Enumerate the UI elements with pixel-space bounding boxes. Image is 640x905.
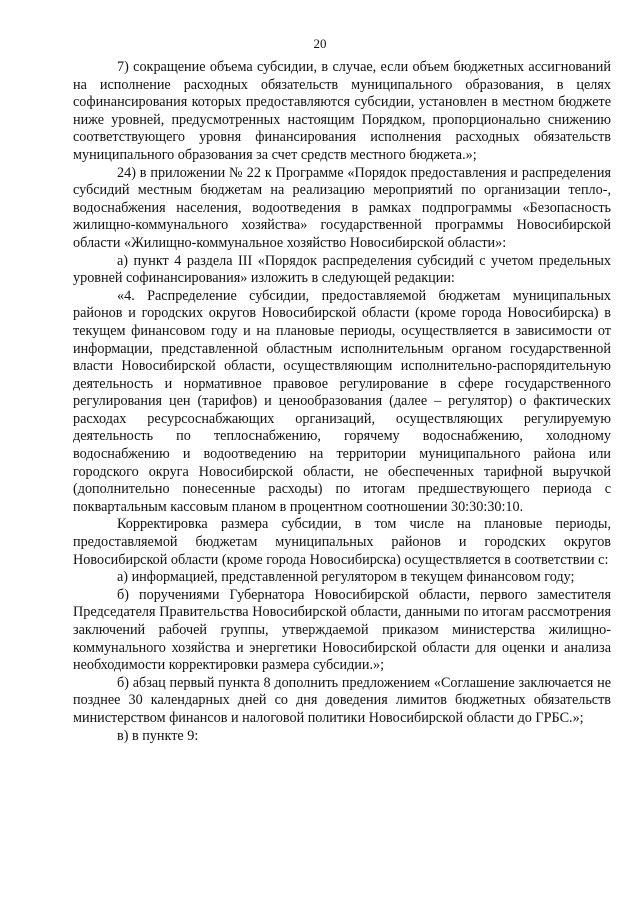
paragraph-list-b: б) поручениями Губернатора Новосибирской области, первого заместителя Председателя Правительства Новосибирской области, данными по итогам рассмотрения заключений рабочей группы, утверждаемой приказом министерства жилищно-коммунального хозяйства и энергетики Новосибирской области для оценки и анализа необходимости корректировки размера субсидии.»;: [73, 586, 611, 674]
paragraph-subitem-b: б) абзац первый пункта 8 дополнить предложением «Соглашение заключается не позднее 30 календарных дней со дня доведения лимитов бюджетных обязательств министерством финансов и налоговой политики Новосибирской области до ГРБС.»;: [73, 674, 611, 726]
paragraph-item-24: 24) в приложении № 22 к Программе «Порядок предоставления и распределения субсидий местным бюджетам на реализацию мероприятий по организации тепло-, водоснабжения населения, водоотведения в рамках подпрограммы «Безопасность жилищно-коммунального хозяйства» государственной программы Новосибирской области «Жилищно-коммунальное хозяйство Новосибирской области»:: [73, 164, 611, 251]
paragraph-list-a: а) информацией, представленной регулятором в текущем финансовом году;: [117, 569, 575, 586]
paragraph-subitem-v: в) в пункте 9:: [117, 727, 199, 744]
paragraph-item-7: 7) сокращение объема субсидии, в случае, если объем бюджетных ассигнований на исполнение расходных обязательств муниципального образования, в целях софинансирования которых предоставляются субсидии, установлен в местном бюджете ниже уровней, предусмотренных настоящим Порядком, пропорционально снижению соответствующего уровня финансирования исполнения расходных обязательств муниципального образования за счет средств местного бюджета.»;: [73, 59, 611, 163]
paragraph-subitem-a: а) пункт 4 раздела III «Порядок распределения субсидий с учетом предельных уровней софинансирования» изложить в следующей редакции:: [73, 252, 611, 287]
page-number: 20: [313, 36, 327, 51]
paragraph-subsidy-adjustment: Корректировка размера субсидии, в том числе на плановые периоды, предоставляемой бюджетам муниципальных районов и городских округов Новосибирской области (кроме города Новосибирска) осуществляется в соответствии с:: [73, 516, 611, 568]
document-body: [73, 59, 611, 745]
paragraph-point-4: «4. Распределение субсидии, предоставляемой бюджетам муниципальных районов и городских округов Новосибирской области (кроме города Новосибирска) в текущем финансовом году и на плановые периоды, осуществляется в зависимости от информации, представленной областным исполнительным органом государственной власти Новосибирской области, осуществляющим исполнительно-распорядительную деятельность и нормативное правовое регулирование в сфере государственного регулирования цен (тарифов) и ценообразования (далее – регулятор) о фактических расходах ресурсоснабжающих организаций, осуществляющих регулируемую деятельность по теплоснабжению, горячему водоснабжению, холодному водоснабжению и водоотведению на территории муниципального района или городского округа Новосибирской области, не обеспеченных тарифной выручкой (дополнительно понесенные расходы) по итогам предшествующего периода с поквартальным кассовым планом в процентном соотношении 30:30:30:10.: [73, 287, 611, 515]
